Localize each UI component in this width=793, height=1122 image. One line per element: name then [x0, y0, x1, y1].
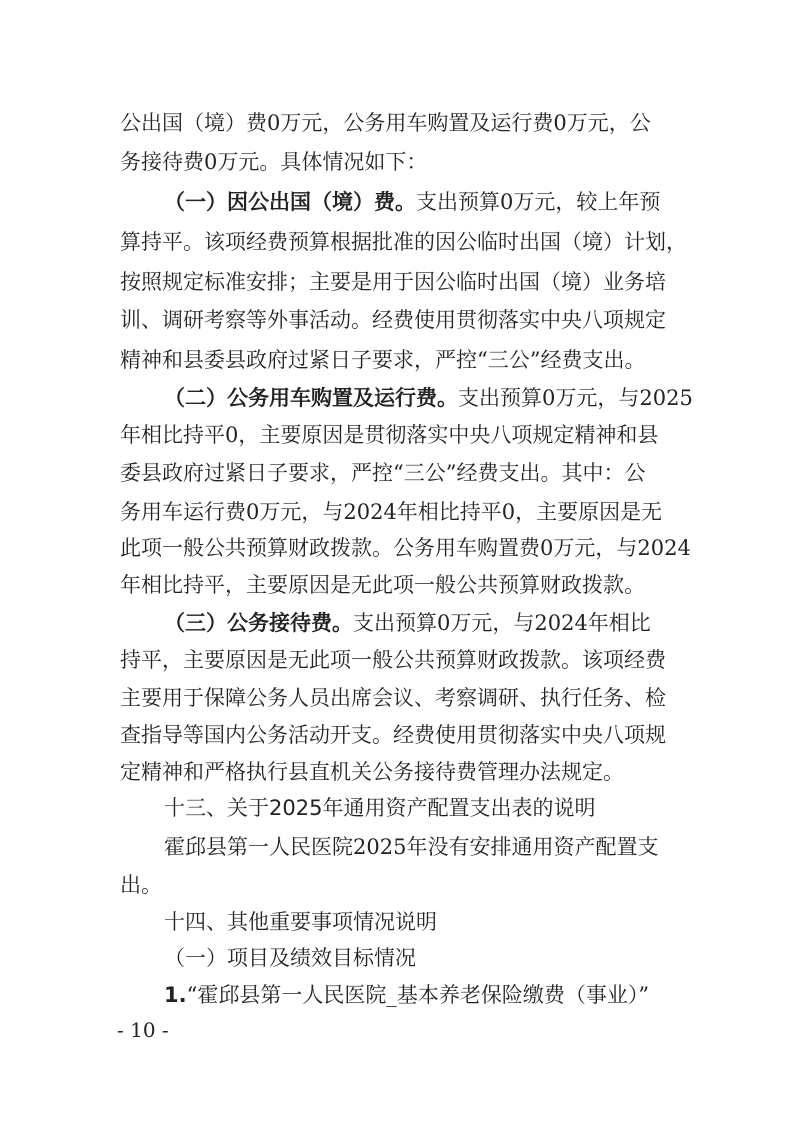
text-line — [164, 610, 651, 636]
line-heading: （三）公务接待费。 — [164, 611, 353, 635]
text-line — [120, 535, 691, 561]
text-line — [120, 759, 624, 785]
text-line — [164, 982, 650, 1008]
line-text: 按照规定标准安排；主要是用于因公临时出国（境）业务培 — [120, 270, 666, 294]
line-text: 精神和县委县政府过紧日子要求，严控“三公”经费支出。 — [120, 348, 646, 372]
line-text: 支出预算0万元，与2025 — [458, 386, 693, 410]
text-line — [120, 685, 666, 711]
line-text: 此项一般公共预算财政拨款。公务用车购置费0万元，与2024 — [120, 536, 691, 560]
text-line — [164, 834, 659, 860]
text-line — [120, 110, 651, 136]
text-line — [164, 909, 600, 935]
line-text: 持平，主要原因是无此项一般公共预算财政拨款。该项经费 — [120, 648, 666, 672]
line-heading: （二）公务用车购置及运行费。 — [164, 386, 458, 410]
text-line — [120, 647, 666, 673]
text-line — [120, 499, 663, 525]
line-text: 定精神和严格执行县直机关公务接待费管理办法规定。 — [120, 760, 624, 784]
line-text: “霍邱县第一人民医院_基本养老保险缴费（事业）” — [186, 983, 650, 1007]
line-heading: （一）项目及绩效目标情况 — [164, 946, 416, 970]
text-line — [120, 572, 645, 598]
text-line — [120, 269, 666, 295]
line-text: 训、调研考察等外事活动。经费使用贯彻落实中央八项规定 — [120, 308, 666, 332]
line-text: 年相比持平0，主要原因是贯彻落实中央八项规定精神和县 — [120, 423, 659, 447]
line-heading: 十四、其他重要事项情况说明 — [164, 910, 437, 934]
line-text: 委县政府过紧日子要求，严控“三公”经费支出。其中：公 — [120, 461, 646, 485]
line-text: 务接待费0万元。具体情况如下： — [120, 150, 428, 174]
line-text: 支出预算0万元，与2024年相比 — [353, 611, 651, 635]
text-line — [120, 422, 659, 448]
line-text: 主要用于保障公务人员出席会议、考察调研、执行任务、检 — [120, 686, 666, 710]
line-text: 出。 — [120, 873, 162, 897]
text-line — [164, 795, 600, 821]
text-line — [120, 307, 666, 333]
line-heading: 1. — [164, 983, 187, 1007]
line-text: 年相比持平，主要原因是无此项一般公共预算财政拨款。 — [120, 573, 645, 597]
line-text: 公出国（境）费0万元，公务用车购置及运行费0万元，公 — [120, 111, 651, 135]
line-text: 务用车运行费0万元，与2024年相比持平0，主要原因是无 — [120, 500, 663, 524]
page-number: - 10 - — [117, 1018, 169, 1042]
line-text: 支出预算0万元，较上年预 — [416, 190, 661, 214]
text-line — [120, 872, 600, 898]
line-heading: （一）因公出国（境）费。 — [164, 190, 416, 214]
text-line — [120, 149, 600, 175]
text-line — [164, 189, 661, 215]
text-line — [164, 385, 693, 411]
text-line — [120, 722, 666, 748]
line-heading: 十三、关于2025年通用资产配置支出表的说明 — [164, 796, 596, 820]
text-line — [120, 347, 646, 373]
line-text: 查指导等国内公务活动开支。经费使用贯彻落实中央八项规 — [120, 723, 666, 747]
text-line — [120, 460, 646, 486]
text-line — [164, 945, 600, 971]
text-line — [120, 229, 687, 255]
line-text: 霍邱县第一人民医院2025年没有安排通用资产配置支 — [164, 835, 659, 859]
line-text: 算持平。该项经费预算根据批准的因公临时出国（境）计划， — [120, 230, 687, 254]
